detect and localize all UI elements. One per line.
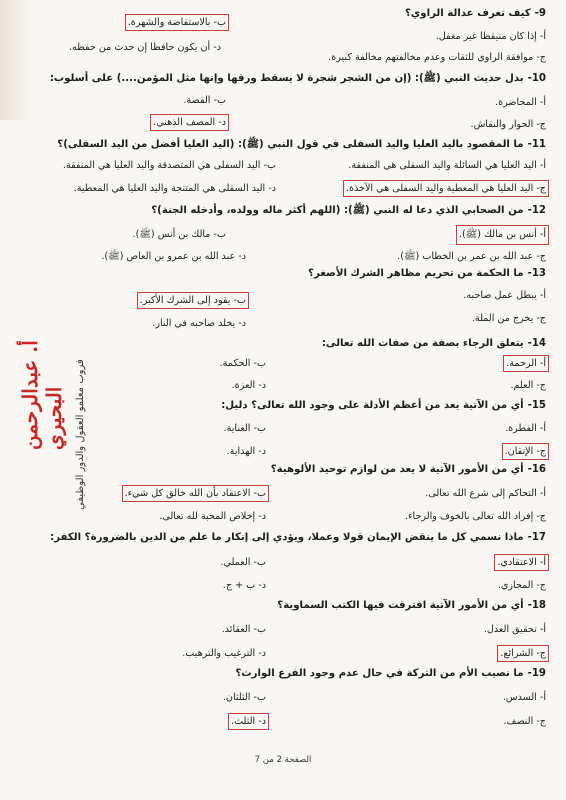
question-14: 14-يتعلق الرجاء بصفة من صفات الله تعالى: — [321, 338, 546, 349]
q18-option-b[interactable]: ب- العقائد. — [221, 624, 266, 635]
q14-option-a[interactable]: أ- الرحمة. — [506, 358, 546, 369]
q19-option-a[interactable]: أ- السدس. — [502, 692, 546, 703]
q14-option-b[interactable]: ب- الحكمة. — [219, 358, 266, 369]
q9-option-c[interactable]: ج- موافقة الراوي للثقات وعدم مخالفتهم مخالفة كبيرة. — [328, 52, 546, 63]
q12-option-d[interactable]: د- عبد الله بن عمرو بن العاص (ﷺ). — [101, 251, 246, 262]
q16-option-d[interactable]: د- إخلاص المحبة لله تعالى. — [159, 511, 266, 522]
q12-option-a[interactable]: أ- أنس بن مالك (ﷺ). — [458, 229, 546, 240]
q12-option-c[interactable]: ج- عبد الله بن عمر بن الخطاب (ﷺ). — [397, 251, 546, 262]
paper-stain — [0, 0, 30, 120]
q19-option-b[interactable]: ب- الثلثان. — [222, 692, 266, 703]
question-10: 10-بدل حديث النبي (ﷺ): (إن من الشجر شجرة لا يسقط ورقها وإنها مثل المؤمن....) على أسلوب: — [49, 73, 546, 84]
q16-option-a[interactable]: أ- التحاكم إلى شرع الله تعالى. — [425, 488, 546, 499]
q17-option-d[interactable]: د- ب + ج. — [222, 580, 266, 591]
q16-option-c[interactable]: ج- إفراد الله تعالى بالخوف والرجاء. — [405, 511, 546, 522]
q14-option-c[interactable]: ج- العلم. — [510, 380, 546, 391]
question-17: 17-ماذا نسمي كل ما ينقض الإيمان قولا وعملا، ويؤدي إلى إنكار ما علم من الدين بالضرورة؟ الكفر: — [50, 532, 546, 543]
question-16: 16-أي من الأمور الآتية لا يعد من لوازم توحيد الألوهية؟ — [270, 464, 546, 475]
q9-option-b[interactable]: ب- بالاستفاضة والشهرة. — [127, 17, 226, 28]
question-13: 13-ما الحكمة من تحريم مظاهر الشرك الأصغر؟ — [308, 268, 546, 279]
q11-option-a[interactable]: أ- اليد العليا هي السائلة واليد السفلى هي المنفقة. — [348, 160, 546, 171]
q17-option-a[interactable]: أ- الاعتقادي. — [497, 557, 546, 568]
q17-option-c[interactable]: ج- المجازي. — [497, 580, 546, 591]
question-15: 15-أي من الآتية يعد من أعظم الأدلة على وجود الله تعالى؟ دليل: — [221, 400, 546, 411]
q14-option-d[interactable]: د- العزة. — [231, 380, 266, 391]
q17-option-b[interactable]: ب- العملي. — [220, 557, 266, 568]
question-18: 18-أي من الأمور الآتية افترقت فيها الكتب السماوية؟ — [277, 600, 546, 611]
q10-option-d[interactable]: د- المصف الذهني. — [153, 117, 226, 128]
q15-option-d[interactable]: د- الهداية. — [226, 446, 266, 457]
side-note-author: أ. عبدالرحمن البحيري — [18, 340, 66, 450]
question-9: 9-كيف تعرف عدالة الراوي؟ — [405, 8, 546, 19]
q10-option-a[interactable]: أ- المحاضرة. — [495, 97, 546, 108]
q15-option-a[interactable]: أ- الفطرة. — [505, 423, 546, 434]
q11-option-d[interactable]: د- اليد السفلى هي المتنجة واليد العليا هي المعطية. — [73, 183, 276, 194]
q13-option-c[interactable]: ج- يخرج من الملة. — [471, 313, 546, 324]
q9-option-d[interactable]: د- أن يكون حافظا إن حدث من حفظه. — [68, 42, 221, 53]
q13-option-d[interactable]: د- يخلد صاحبه في النار. — [152, 318, 246, 329]
question-11: 11-ما المقصود باليد العليا واليد السفلى في قول النبي (ﷺ): (اليد العليا أفضل من اليد السفلى)؟ — [57, 139, 546, 150]
question-19: 19-ما نصيب الأم من التركة في حال عدم وجود الفرع الوارث؟ — [235, 668, 546, 679]
q13-option-b[interactable]: ب- يقود إلى الشرك الأكبر. — [139, 295, 246, 306]
q19-option-c[interactable]: ج- النصف. — [503, 716, 546, 727]
page-footer: الصفحة 2 من 7 — [254, 755, 312, 765]
q18-option-a[interactable]: أ- تحقيق العدل. — [483, 624, 546, 635]
question-12: 12-من الصحابي الذي دعا له النبي (ﷺ): (اللهم أكثر ماله وولده، وأدخله الجنة)؟ — [151, 205, 546, 216]
q10-option-c[interactable]: ج- الحوار والنقاش. — [470, 119, 546, 130]
q18-option-c[interactable]: ج- الشرائع. — [500, 648, 546, 659]
q9-option-a[interactable]: أ- إذا كان متيقظا غير مغفل. — [435, 31, 546, 42]
q16-option-b[interactable]: ب- الاعتقاد بأن الله خالق كل شيء. — [124, 488, 266, 499]
q12-option-b[interactable]: ب- مالك بن أنس (ﷺ). — [132, 229, 226, 240]
q15-option-b[interactable]: ب- العناية. — [223, 423, 266, 434]
q10-option-b[interactable]: ب- القصة. — [183, 95, 226, 106]
q11-option-c[interactable]: ج- اليد العليا هي المعطية واليد السفلى هي الآخذة. — [345, 183, 546, 194]
q15-option-c[interactable]: ج- الإتقان. — [504, 446, 546, 457]
q19-option-d[interactable]: د- الثلث. — [231, 716, 266, 727]
q13-option-a[interactable]: أ- يبطل عمل صاحبه. — [463, 290, 546, 301]
side-note-subject: فروب معلمو العقول والدور الوظيفي — [75, 359, 86, 510]
q18-option-d[interactable]: د- الترغيب والترهيب. — [182, 648, 266, 659]
q11-option-b[interactable]: ب- اليد السفلى هي المتصدقة واليد العليا هي المنفقة. — [62, 160, 276, 171]
